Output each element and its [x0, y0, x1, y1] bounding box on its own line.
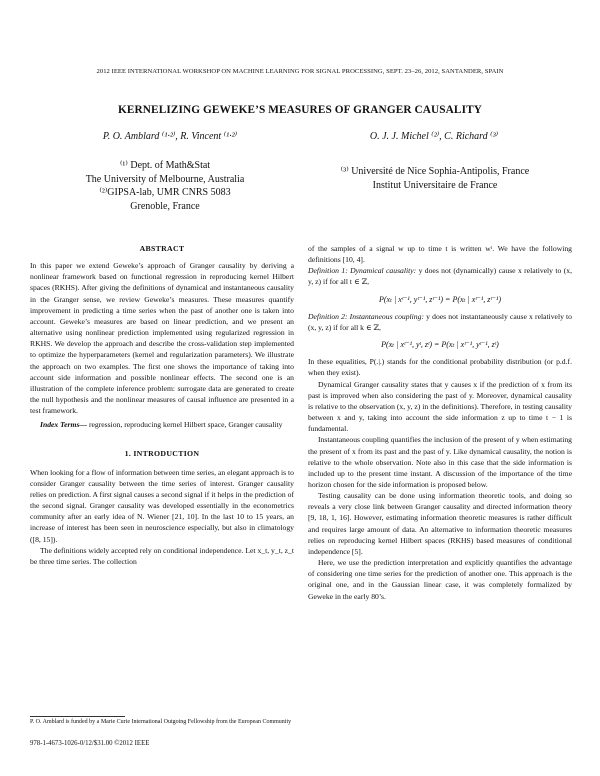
formula-dynamical-causality: P(xₜ | xᵗ⁻¹, yᵗ⁻¹, zᵗ⁻¹) = P(xₜ | xᵗ⁻¹, zᵗ⁻¹)	[379, 294, 501, 304]
copyright-footer: 978-1-4673-1026-0/12/$31.00 ©2012 IEEE	[30, 740, 150, 747]
authors-left: P. O. Amblard ⁽¹·²⁾, R. Vincent ⁽¹·²⁾	[102, 131, 238, 142]
right-paragraph-2: In these equalities, P(.|.) stands for the conditional probability distribution (or p.d.f. when they exist).	[308, 357, 572, 378]
right-paragraph-6: Here, we use the prediction interpretation and explicitly quantifies the advantage of considering one time series for the prediction of another one. This approach is the original one, and in the Gaussian linear case, it was completely formalized by Geweke in the early 80’s.	[308, 558, 572, 601]
affiliation-right	[300, 165, 570, 192]
formula-instantaneous-coupling: P(xₜ | xᵗ⁻¹, yᵗ, zᵗ) = P(xₜ | xᵗ⁻¹, yᵗ⁻¹, zᵗ)	[381, 340, 499, 350]
right-paragraph-1: of the samples of a signal w up to time t is written wᵗ. We have the following definitions [10, 4].	[308, 244, 572, 265]
affiliation-left	[30, 159, 300, 213]
definition-1-label: Definition 1: Dynamical causality:	[308, 266, 417, 276]
definition-2-text: y does not instantaneously cause x relatively to (x, y, z) if for all k ∈ ℤ,	[308, 311, 572, 332]
affiliation-line: ⁽³⁾ Université de Nice Sophia-Antipolis, France	[340, 166, 530, 177]
definition-2	[308, 311, 572, 333]
index-terms-label: Index Terms—	[40, 420, 88, 430]
index-terms-text: regression, reproducing kernel Hilbert space, Granger causality	[87, 420, 283, 430]
affiliation-line: ⁽²⁾GIPSA-lab, UMR CNRS 5083	[99, 187, 231, 199]
definition-1	[308, 265, 572, 287]
intro-paragraph-1: When looking for a flow of information between time series, an elegant approach is to consider Granger causality between the time series of interest. Granger causality relies on prediction. A first signal causes a second signal if it helps in the prediction of the second signal. Granger causality was developed essentially in the econometrics community after an early idea of N. Wiener [21, 10]. In the last 10 to 15 years, an increase of interest has been seen in neuroscience especially, but also in climatology ([8, 15]).	[30, 467, 294, 544]
affiliation-line: Institut Universitaire de France	[372, 179, 498, 191]
paper-title: KERNELIZING GEWEKE’S MEASURES OF GRANGER CAUSALITY	[118, 104, 482, 116]
right-paragraph-3: Dynamical Granger causality states that y causes x if the prediction of x from its past is improved when also considering the past of y. Moreover, dynamical causality is relative to the observation (x, y, z) in the definitions). Therefore, in testing causality between x and y, taking into account the side information z up to time t − 1 is fundamental.	[308, 379, 572, 434]
definition-1-text: y does not (dynamically) cause x relatively to (x, y, z) if for all t ∈ ℤ,	[308, 266, 573, 287]
right-paragraph-4: Instantaneous coupling quantifies the inclusion of the present of y when estimating the present of x from its past and the past of y. Like dynamical causality, the notion is relative to the whole observation. Note also in this case that the side information is included up to the present time instant. A discussion of the importance of the time horizon chosen for the side information is proposed below.	[308, 435, 572, 489]
left-column	[30, 243, 294, 567]
affiliation-line: Grenoble, France	[130, 200, 200, 212]
right-paragraph-5: Testing causality can be done using information theoretic tools, and doing so reveals a very close link between Granger causality and directed information theory [9, 18, 1, 16]. However, estimating information theoretic measures is rather difficult and requires large amount of data. An alternative to information theoretic measures relies on reproducing kernel Hilbert spaces (RKHS) based measures of conditional independence [5].	[308, 491, 572, 556]
footnote-rule	[30, 716, 125, 717]
definition-2-label: Definition 2: Instantaneous coupling:	[308, 311, 424, 321]
index-terms	[30, 419, 294, 430]
abstract-text: In this paper we extend Geweke’s approach of Granger causality by deriving a nonlinear framework based on functional regression in reproducing kernel Hilbert spaces (RKHS). After giving the definitions of dynamical and instantaneous causality in the Granger sense, we review Geweke’s measures. These measures quantify improvement in predicting a time series when the past of another one is taken into account. Geweke’s measures are based on linear prediction, and we present an alternative using nonlinear prediction implemented using regularized regression in RKHS. We develop the approach and describe the cross-validation step implemented to optimize the hyperparameters (kernel and regularization parameters). We illustrate the approach on two examples. The first one shows the importance of taking into account side information and possible nonlinear effects. The second one is an illustration of the complete inference problem: surrogate data are generated to create the null hypothesis and the nonlinear measures of causal influence are presented in a test framework.	[30, 261, 294, 416]
running-header: 2012 IEEE INTERNATIONAL WORKSHOP ON MACHINE LEARNING FOR SIGNAL PROCESSING, SEPT. 23–26, 2012, SANTANDER, SPAIN	[96, 68, 504, 75]
introduction-heading: 1. INTRODUCTION	[124, 448, 200, 458]
authors-right: O. J. J. Michel ⁽²⁾, C. Richard ⁽³⁾	[369, 131, 499, 142]
footnote: P. O. Amblard is funded by a Marie Curie International Outgoing Fellowship from the European Community	[30, 719, 292, 725]
abstract-heading: ABSTRACT	[139, 244, 185, 253]
right-column	[308, 243, 572, 602]
intro-paragraph-2: The definitions widely accepted rely on conditional independence. Let x_t, y_t, z_t be three time series. The collection	[30, 545, 294, 566]
affiliation-line: The University of Melbourne, Australia	[85, 173, 245, 185]
affiliation-line: ⁽¹⁾ Dept. of Math&Stat	[119, 160, 211, 171]
